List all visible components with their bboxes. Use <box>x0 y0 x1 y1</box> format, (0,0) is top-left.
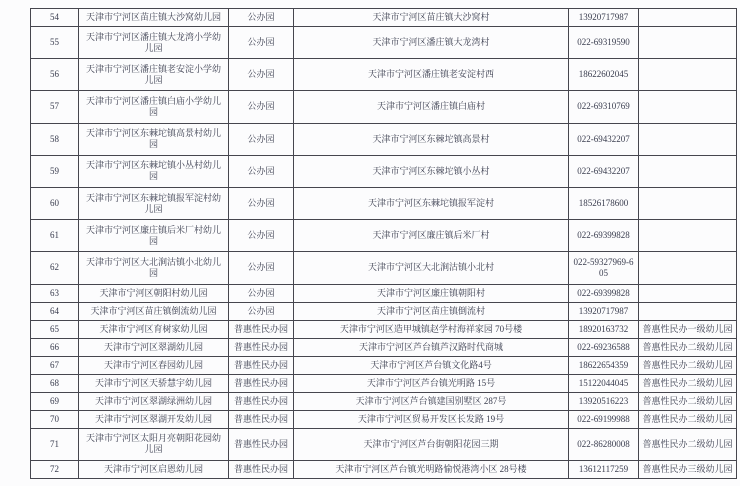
cell-kindergarten-name: 天津市宁河区潘庄镇白庙小学幼儿园 <box>79 91 229 123</box>
cell-kindergarten-name: 天津市宁河区苗庄镇倒流幼儿园 <box>79 302 229 320</box>
cell-serial-number: 62 <box>31 252 79 284</box>
cell-grade-level: 普惠性民办二级幼儿园 <box>639 410 737 428</box>
cell-school-type: 普惠性民办园 <box>229 338 294 356</box>
cell-phone-number: 022-69236588 <box>569 338 639 356</box>
cell-kindergarten-name: 天津市宁河区苗庄镇大沙窝幼儿园 <box>79 9 229 27</box>
cell-school-type: 普惠性民办园 <box>229 356 294 374</box>
cell-address: 天津市宁河区苗庄镇倒流村 <box>294 302 569 320</box>
cell-grade-level <box>639 155 737 187</box>
table-row <box>31 338 737 356</box>
cell-kindergarten-name: 天津市宁河区潘庄镇老安淀小学幼儿园 <box>79 59 229 91</box>
cell-grade-level <box>639 27 737 59</box>
cell-serial-number: 59 <box>31 155 79 187</box>
cell-grade-level: 普惠性民办一级幼儿园 <box>639 320 737 338</box>
table-body <box>31 9 737 479</box>
cell-serial-number: 64 <box>31 302 79 320</box>
cell-kindergarten-name: 天津市宁河区育树家幼儿园 <box>79 320 229 338</box>
cell-school-type: 普惠性民办园 <box>229 392 294 410</box>
cell-grade-level <box>639 91 737 123</box>
cell-address: 天津市宁河区造甲城镇赵学村海祥家园 70号楼 <box>294 320 569 338</box>
cell-kindergarten-name: 天津市宁河区天骄慧宇幼儿园 <box>79 374 229 392</box>
cell-address: 天津市宁河区大北涧沽镇小北村 <box>294 252 569 284</box>
cell-school-type: 普惠性民办园 <box>229 374 294 392</box>
cell-address: 天津市宁河区芦台镇建国别墅区 287号 <box>294 392 569 410</box>
table-row <box>31 392 737 410</box>
cell-address: 天津市宁河区东棘坨镇小丛村 <box>294 155 569 187</box>
cell-grade-level: 普惠性民办二级幼儿园 <box>639 392 737 410</box>
cell-school-type: 公办园 <box>229 155 294 187</box>
cell-serial-number: 54 <box>31 9 79 27</box>
cell-school-type: 公办园 <box>229 220 294 252</box>
cell-phone-number: 18526178600 <box>569 187 639 219</box>
cell-serial-number: 61 <box>31 220 79 252</box>
cell-phone-number: 15122044045 <box>569 374 639 392</box>
cell-kindergarten-name: 天津市宁河区翠湖开发幼儿园 <box>79 410 229 428</box>
cell-serial-number: 55 <box>31 27 79 59</box>
table-row <box>31 91 737 123</box>
cell-address: 天津市宁河区潘庄镇大龙湾村 <box>294 27 569 59</box>
table-row <box>31 220 737 252</box>
cell-serial-number: 71 <box>31 428 79 460</box>
cell-phone-number: 13920516223 <box>569 392 639 410</box>
cell-kindergarten-name: 天津市宁河区太阳月亮朝阳花园幼儿园 <box>79 428 229 460</box>
cell-grade-level: 普惠性民办二级幼儿园 <box>639 428 737 460</box>
cell-serial-number: 66 <box>31 338 79 356</box>
cell-address: 天津市宁河区潘庄镇老安淀村西 <box>294 59 569 91</box>
cell-grade-level: 普惠性民办二级幼儿园 <box>639 374 737 392</box>
cell-phone-number: 18622654359 <box>569 356 639 374</box>
cell-address: 天津市宁河区潘庄镇白庙村 <box>294 91 569 123</box>
cell-phone-number: 022-69432207 <box>569 123 639 155</box>
table-row <box>31 9 737 27</box>
cell-address: 天津市宁河区廉庄镇朝阳村 <box>294 284 569 302</box>
cell-kindergarten-name: 天津市宁河区翠湖绿洲幼儿园 <box>79 392 229 410</box>
cell-serial-number: 63 <box>31 284 79 302</box>
cell-address: 天津市宁河区芦台镇光明路 15号 <box>294 374 569 392</box>
cell-kindergarten-name: 天津市宁河区春园幼儿园 <box>79 356 229 374</box>
cell-school-type: 公办园 <box>229 252 294 284</box>
cell-grade-level: 普惠性民办二级幼儿园 <box>639 338 737 356</box>
cell-address: 天津市宁河区芦台镇文化路4号 <box>294 356 569 374</box>
cell-phone-number: 022-69432207 <box>569 155 639 187</box>
table-row <box>31 284 737 302</box>
cell-phone-number: 18622602045 <box>569 59 639 91</box>
table-row <box>31 155 737 187</box>
cell-phone-number: 13920717987 <box>569 9 639 27</box>
cell-school-type: 普惠性民办园 <box>229 428 294 460</box>
cell-grade-level <box>639 9 737 27</box>
cell-serial-number: 67 <box>31 356 79 374</box>
cell-address: 天津市宁河区东棘坨镇高景村 <box>294 123 569 155</box>
cell-address: 天津市宁河区贸易开发区长发路 19号 <box>294 410 569 428</box>
cell-phone-number: 13612117259 <box>569 460 639 478</box>
cell-grade-level <box>639 302 737 320</box>
cell-serial-number: 69 <box>31 392 79 410</box>
cell-school-type: 普惠性民办园 <box>229 410 294 428</box>
cell-address: 天津市宁河区廉庄镇后米厂村 <box>294 220 569 252</box>
cell-school-type: 公办园 <box>229 91 294 123</box>
cell-grade-level <box>639 252 737 284</box>
cell-serial-number: 58 <box>31 123 79 155</box>
cell-kindergarten-name: 天津市宁河区启恩幼儿园 <box>79 460 229 478</box>
table-row <box>31 320 737 338</box>
table-row <box>31 374 737 392</box>
cell-grade-level: 普惠性民办二级幼儿园 <box>639 356 737 374</box>
cell-address: 天津市宁河区芦台镇芦汉路时代商城 <box>294 338 569 356</box>
cell-kindergarten-name: 天津市宁河区东棘坨镇高景村幼儿园 <box>79 123 229 155</box>
cell-phone-number: 022-69310769 <box>569 91 639 123</box>
cell-kindergarten-name: 天津市宁河区大北涧沽镇小北幼儿园 <box>79 252 229 284</box>
table-row <box>31 460 737 478</box>
table-row <box>31 59 737 91</box>
cell-serial-number: 57 <box>31 91 79 123</box>
cell-phone-number: 13920717987 <box>569 302 639 320</box>
table-row <box>31 356 737 374</box>
cell-grade-level <box>639 187 737 219</box>
cell-school-type: 公办园 <box>229 302 294 320</box>
cell-serial-number: 72 <box>31 460 79 478</box>
cell-address: 天津市宁河区苗庄镇大沙窝村 <box>294 9 569 27</box>
cell-phone-number: 022-86280008 <box>569 428 639 460</box>
cell-grade-level <box>639 284 737 302</box>
cell-serial-number: 68 <box>31 374 79 392</box>
cell-school-type: 普惠性民办园 <box>229 320 294 338</box>
cell-address: 天津市宁河区芦台镇光明路愉悦港湾小区 28号楼 <box>294 460 569 478</box>
cell-serial-number: 65 <box>31 320 79 338</box>
table-row <box>31 252 737 284</box>
kindergarten-table <box>30 8 737 479</box>
cell-school-type: 普惠性民办园 <box>229 460 294 478</box>
cell-phone-number: 022-69399828 <box>569 220 639 252</box>
cell-grade-level <box>639 220 737 252</box>
cell-kindergarten-name: 天津市宁河区廉庄镇后米厂村幼儿园 <box>79 220 229 252</box>
cell-school-type: 公办园 <box>229 284 294 302</box>
cell-kindergarten-name: 天津市宁河区朝阳村幼儿园 <box>79 284 229 302</box>
cell-kindergarten-name: 天津市宁河区翠湖幼儿园 <box>79 338 229 356</box>
cell-kindergarten-name: 天津市宁河区东棘坨镇报军淀村幼儿园 <box>79 187 229 219</box>
cell-address: 天津市宁河区芦台街朝阳花园三期 <box>294 428 569 460</box>
cell-school-type: 公办园 <box>229 59 294 91</box>
cell-grade-level <box>639 123 737 155</box>
table-row <box>31 27 737 59</box>
cell-school-type: 公办园 <box>229 187 294 219</box>
table-row <box>31 123 737 155</box>
cell-phone-number: 022-69199988 <box>569 410 639 428</box>
cell-kindergarten-name: 天津市宁河区东棘坨镇小丛村幼儿园 <box>79 155 229 187</box>
cell-grade-level: 普惠性民办三级幼儿园 <box>639 460 737 478</box>
cell-kindergarten-name: 天津市宁河区潘庄镇大龙湾小学幼儿园 <box>79 27 229 59</box>
cell-phone-number: 022-59327969-605 <box>569 252 639 284</box>
cell-phone-number: 022-69399828 <box>569 284 639 302</box>
table-row <box>31 428 737 460</box>
table-row <box>31 410 737 428</box>
cell-grade-level <box>639 59 737 91</box>
cell-serial-number: 56 <box>31 59 79 91</box>
cell-serial-number: 60 <box>31 187 79 219</box>
cell-phone-number: 022-69319590 <box>569 27 639 59</box>
cell-school-type: 公办园 <box>229 9 294 27</box>
cell-school-type: 公办园 <box>229 123 294 155</box>
cell-school-type: 公办园 <box>229 27 294 59</box>
cell-serial-number: 70 <box>31 410 79 428</box>
cell-address: 天津市宁河区东棘坨镇报军淀村 <box>294 187 569 219</box>
cell-phone-number: 18920163732 <box>569 320 639 338</box>
table-row <box>31 302 737 320</box>
table-row <box>31 187 737 219</box>
